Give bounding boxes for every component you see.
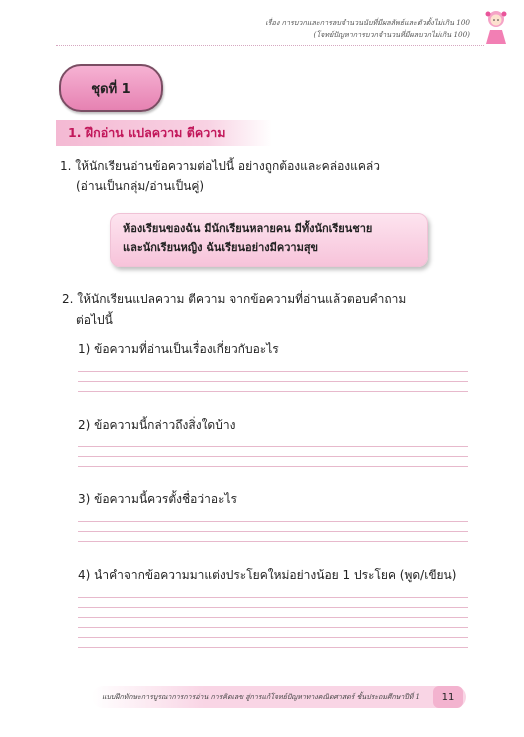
footer-bar [92,686,466,708]
header-topic: เรื่อง การบวกและการลบจำนวนนับที่มีผลลัพธ์และตัวตั้งไม่เกิน 100 [265,18,470,27]
set-badge [59,64,163,112]
passage-line1: ห้องเรียนของฉัน มีนักเรียนหลายคน มีทั้งนักเรียนชาย [123,222,373,235]
sub-question-2: 2) ข้อความนี้กล่าวถึงสิ่งใดบ้าง [78,418,236,432]
section-title: 1. ฝึกอ่าน แปลความ ตีความ [68,125,226,140]
answer-line[interactable] [78,647,468,648]
reading-passage [110,213,428,267]
answer-line[interactable] [78,521,468,522]
answer-line[interactable] [78,617,468,618]
answer-line[interactable] [78,531,468,532]
page-number: 11 [433,686,463,708]
sub-question-4: 4) นำคำจากข้อความมาแต่งประโยคใหม่อย่างน้อย 1 ประโยค (พูด/เขียน) [78,568,457,582]
girl-mascot-icon [482,8,510,48]
header-subtopic: (โจทย์ปัญหาการบวกจำนวนที่มีผลบวกไม่เกิน 100) [313,30,470,39]
passage-line2: และนักเรียนหญิง ฉันเรียนอย่างมีความสุข [123,241,319,254]
answer-line[interactable] [78,446,468,447]
question-1-line2: (อ่านเป็นกลุ่ม/อ่านเป็นคู่) [76,179,205,193]
answer-line[interactable] [78,456,468,457]
footer-text: แบบฝึกทักษะการบูรณาการการอ่าน การคิดเลข สู่การแก้โจทย์ปัญหาทางคณิตศาสตร์ ชั้นประถมศึกษาปีที่ 1 [101,692,420,701]
answer-line[interactable] [78,391,468,392]
question-1-line1: 1. ให้นักเรียนอ่านข้อความต่อไปนี้ อย่างถูกต้องและคล่องแคล่ว [60,159,380,173]
answer-line[interactable] [78,381,468,382]
answer-line[interactable] [78,371,468,372]
sub-question-3: 3) ข้อความนี้ควรตั้งชื่อว่าอะไร [78,492,237,506]
answer-line[interactable] [78,466,468,467]
header-divider [56,45,484,46]
answer-line[interactable] [78,597,468,598]
answer-line[interactable] [78,627,468,628]
set-label: ชุดที่ 1 [91,81,131,97]
answer-line[interactable] [78,637,468,638]
section-title-bar [56,120,272,146]
answer-line[interactable] [78,541,468,542]
question-2-line1: 2. ให้นักเรียนแปลความ ตีความ จากข้อความที่อ่านแล้วตอบคำถาม [62,292,407,306]
sub-question-1: 1) ข้อความที่อ่านเป็นเรื่องเกี่ยวกับอะไร [78,342,279,356]
answer-line[interactable] [78,607,468,608]
question-2-line2: ต่อไปนี้ [76,313,113,327]
